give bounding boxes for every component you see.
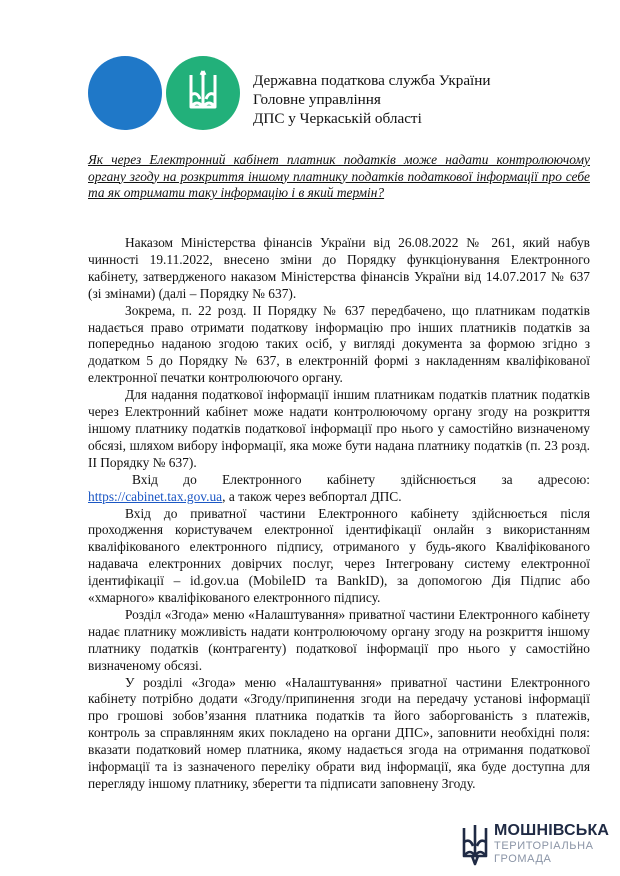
paragraph-3: Для надання податкової інформації іншим платникам податків платник податків через Електронний кабінет може надати контролюючому органу згоду на розкриття іншому платнику податків податкової інформації про нього у самостійно визначеному обсязі, шляхом вибору інформації, яка може бути надана платнику податків (п. 23 розд. ІІ Порядку № 637). (88, 387, 590, 470)
paragraph-6: Розділ «Згода» меню «Налаштування» приватної частини Електронного кабінету надає платнику можливість надати контролюючому органу згоду на розкриття іншому платнику податків (контрагенту) податкової інформації про нього у самостійно визначеному обсязі. (88, 606, 590, 673)
dps-logo (88, 55, 248, 131)
document-body (88, 235, 590, 793)
blue-circle (88, 56, 162, 130)
question-heading: Як через Електронний кабінет платник податків може надати контролюючому органу згоду на розкриття іншому платнику податків податкової інформації про себе та як отримати таку інформацію і в який термін? (88, 152, 590, 200)
paragraph-4 (88, 472, 590, 506)
org-line-3: ДПС у Черкаській області (253, 110, 422, 127)
paragraph-1: Наказом Міністерства фінансів України від 26.08.2022 № 261, який набув чинності 19.11.2022, внесено зміни до Порядку функціонування Електронного кабінету, затвердженого наказом Міністерства фінансів України від 14.07.2017 № 637 (зі змінами) (далі – Порядку № 637). (88, 235, 590, 301)
org-title (253, 71, 491, 128)
org-line-1: Державна податкова служба України (253, 72, 491, 89)
paragraph-7: У розділі «Згода» меню «Налаштування» приватної частини Електронного кабінету потрібно додати «Згоду/припинення згоди на передачу установі інформації про грошові зобов’язання платника податків та його заборгованість з платежів, контроль за справлянням яких покладено на органи ДПС», заповнити необхідні поля: вказати податковий номер платника, якому надається згода на отримання податкової інформації та із зазначеного переліку обрати вид інформації, яка буде доступна для перегляду іншому платнику, зберегти та підписати заповнену Згоду. (88, 674, 590, 791)
paragraph-4-text: Вхід до Електронного кабінету здійснюється за адресою: (132, 471, 590, 487)
footer-logo-title: МОШНІВСЬКА (494, 822, 610, 839)
paragraph-5: Вхід до приватної частини Електронного кабінету здійснюється після проходження користувачем електронної ідентифікації онлайн з використанням кваліфікованого електронного підпису, отриманого у будь-якого Кваліфікованого надавача електронних довірчих послуг, через Інтегровану систему електронної ідентифікації – id.gov.ua (MobileID та BankID), за допомогою Дія Підпис або «хмарного» кваліфікованого електронного підпису. (88, 505, 590, 606)
paragraph-4-tail: , а також через вебпортал ДПС. (222, 488, 402, 504)
cabinet-link[interactable]: https://cabinet.tax.gov.ua (88, 488, 223, 504)
paragraph-2: Зокрема, п. 22 розд. ІІ Порядку № 637 передбачено, що платникам податків надається право отримати податкову інформацію про інших платників податків за попередньо наданою згодою таких осіб, у вигляді документа за формою згідно з додатком 5 до Порядку № 637, в електронній формі з накладенням кваліфікованої електронної печатки контролюючого органу. (88, 302, 590, 386)
footer-logo-sub-2: ГРОМАДА (494, 853, 552, 865)
footer-logo (460, 822, 610, 868)
trident-emblem-icon (460, 824, 490, 866)
footer-logo-sub-1: ТЕРИТОРІАЛЬНА (494, 840, 594, 852)
org-line-2: Головне управління (253, 91, 381, 108)
